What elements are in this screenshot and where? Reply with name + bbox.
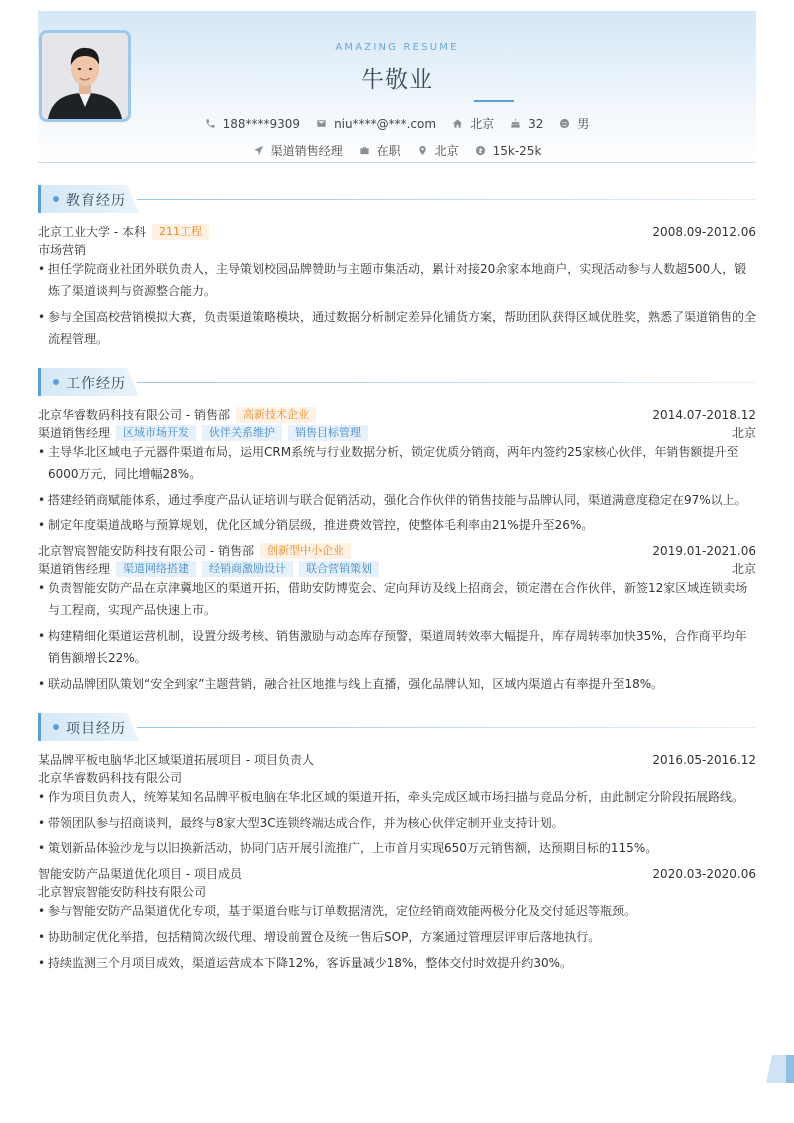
list-item: • 联动品牌团队策划“安全到家”主题营销，融合社区地推与线上直播，强化品牌认知，区域内渠道占有率提升至18%。 [38,673,756,695]
list-item: • 担任学院商业社团外联负责人，主导策划校园品牌赞助与主题市集活动，累计对接20余家本地商户，实现活动参与人数超500人，锻炼了渠道谈判与资源整合能力。 [38,258,756,302]
position: 渠道销售经理 [38,426,111,440]
company-department: 北京智宸智能安防科技有限公司 - 销售部 [38,544,254,558]
skill-tag: 销售目标管理 [288,425,368,441]
list-item: • 策划新品体验沙龙与以旧换新活动，协同门店开展引流推广，上市首月实现650万元销售额，达预期目标的115%。 [38,837,756,859]
company-tag: 高新技术企业 [236,407,316,423]
work-period: 2019.01-2021.06 [652,543,756,558]
home-icon [452,118,463,129]
skill-tag: 区域市场开发 [116,425,196,441]
project-period: 2016.05-2016.12 [652,752,756,767]
list-item: • 负责智能安防产品在京津冀地区的渠道开拓，借助安防博览会、定向拜访及线上招商会，锁定潜在合作伙伴，新签12家区域连锁卖场与工程商，实现产品快速上市。 [38,577,756,621]
list-item: • 参与智能安防产品渠道优化专项，基于渠道台账与订单数据清洗，定位经销商效能两极分化及交付延迟等瓶颈。 [38,900,756,922]
project-company: 北京华睿数码科技有限公司 [38,771,183,785]
target-city-text: 北京 [434,144,459,158]
gender-text: 男 [577,117,590,131]
email-item [316,117,436,131]
company-department: 北京华睿数码科技有限公司 - 销售部 [38,408,230,422]
phone-icon [205,118,216,129]
resume-header [38,11,756,163]
list-item: • 参与全国高校营销模拟大赛，负责渠道策略模块，通过数据分析制定差异化铺货方案，帮助团队获得区域优胜奖，熟悉了渠道销售的全流程管理。 [38,306,756,350]
list-item: • 构建精细化渠道运营机制，设置分级考核、销售激励与动态库存预警，渠道周转效率大幅提升，库存周转率加快35%，合作商平均年销售额增长22%。 [38,625,756,669]
work-entry-header [38,542,756,559]
list-item: • 带领团队参与招商谈判，最终与8家大型3C连锁终端达成合作，并为核心伙伴定制开业支持计划。 [38,812,756,834]
work-entry-header [38,406,756,423]
section-dot [53,724,59,730]
briefcase-icon [359,145,370,156]
location-pin-icon [417,145,428,156]
hometown-item [452,115,494,132]
section-header-education [38,185,756,213]
major: 市场营销 [38,243,87,257]
contact-row [38,115,756,132]
section-title: 项目经历 [66,721,126,737]
section-header-work [38,368,756,396]
skill-tag: 伙伴关系维护 [202,425,282,441]
work-period: 2014.07-2018.12 [652,407,756,422]
project-period: 2020.03-2020.06 [652,866,756,881]
work-city: 北京 [731,426,756,440]
status-text: 在职 [376,144,401,158]
list-item: • 持续监测三个月项目成效，渠道运营成本下降12%，客诉量减少18%，整体交付时效提升约30%。 [38,952,756,974]
work-position-row [38,560,756,577]
section-dot [53,196,59,202]
face-icon [559,118,570,129]
skill-tag: 联合营销策划 [299,561,379,577]
project-entry-header [38,865,756,882]
age-item [510,117,543,131]
corner-decoration [766,1055,794,1083]
salary-item [475,144,542,158]
list-item: • 协助制定优化举措，包括精简次级代理、增设前置仓及统一售后SOP，方案通过管理层评审后落地执行。 [38,926,756,948]
phone-item [205,117,300,131]
target-job-item [253,142,343,159]
section-rule [137,382,756,383]
gender-item [559,115,589,132]
cake-icon [510,118,521,129]
profile-photo [42,33,128,119]
school-degree: 北京工业大学 - 本科 [38,225,146,239]
list-item: • 制定年度渠道战略与预算规划，优化区域分销层级，推进费效管控，使整体毛利率由21%提升至26%。 [38,514,756,536]
company-tag: 创新型中小企业 [260,543,351,559]
work-city: 北京 [731,562,756,576]
section-rule [137,727,756,728]
hometown-text: 北京 [470,117,495,131]
project-name-role: 智能安防产品渠道优化项目 - 项目成员 [38,867,242,881]
skill-tag: 渠道网络搭建 [116,561,196,577]
project-name-role: 某品牌平板电脑华北区域渠道拓展项目 - 项目负责人 [38,753,314,767]
send-icon [253,145,264,156]
education-major-row [38,241,756,258]
skill-tag: 经销商激励设计 [202,561,293,577]
project-company: 北京智宸智能安防科技有限公司 [38,885,207,899]
section-rule [137,199,756,200]
section-title: 工作经历 [66,376,126,392]
email-text: niu****@***.com [334,116,437,131]
resume-tagline: AMAZING RESUME [335,42,459,53]
work-position-row [38,424,756,441]
education-period: 2008.09-2012.06 [652,224,756,239]
phone-text: 188****9309 [222,116,301,131]
education-entry-header [38,223,756,240]
target-job-text: 渠道销售经理 [270,144,343,158]
target-city-item [417,142,459,159]
mail-icon [316,118,327,129]
status-item [359,142,401,159]
coin-icon [475,145,486,156]
age-text: 32 [528,116,544,131]
name-underline [474,100,514,102]
project-company-row [38,883,756,900]
section-dot [53,379,59,385]
project-entry-header [38,751,756,768]
candidate-name: 牛敬业 [361,67,433,93]
project-company-row [38,769,756,786]
position: 渠道销售经理 [38,562,111,576]
list-item: • 搭建经销商赋能体系，通过季度产品认证培训与联合促销活动，强化合作伙伴的销售技能与品牌认同，渠道满意度稳定在97%以上。 [38,489,756,511]
section-title: 教育经历 [66,193,126,209]
salary-text: 15k-25k [492,143,542,158]
school-tag: 211工程 [152,224,209,240]
section-header-projects [38,713,756,741]
job-intent-row [38,142,756,159]
avatar [39,30,131,122]
list-item: • 主导华北区域电子元器件渠道布局，运用CRM系统与行业数据分析，锁定优质分销商，两年内签约25家核心伙伴，年销售额提升至6000万元，同比增幅28%。 [38,441,756,485]
list-item: • 作为项目负责人，统筹某知名品牌平板电脑在华北区域的渠道开拓，牵头完成区域市场扫描与竞品分析，由此制定分阶段拓展路线。 [38,786,756,808]
